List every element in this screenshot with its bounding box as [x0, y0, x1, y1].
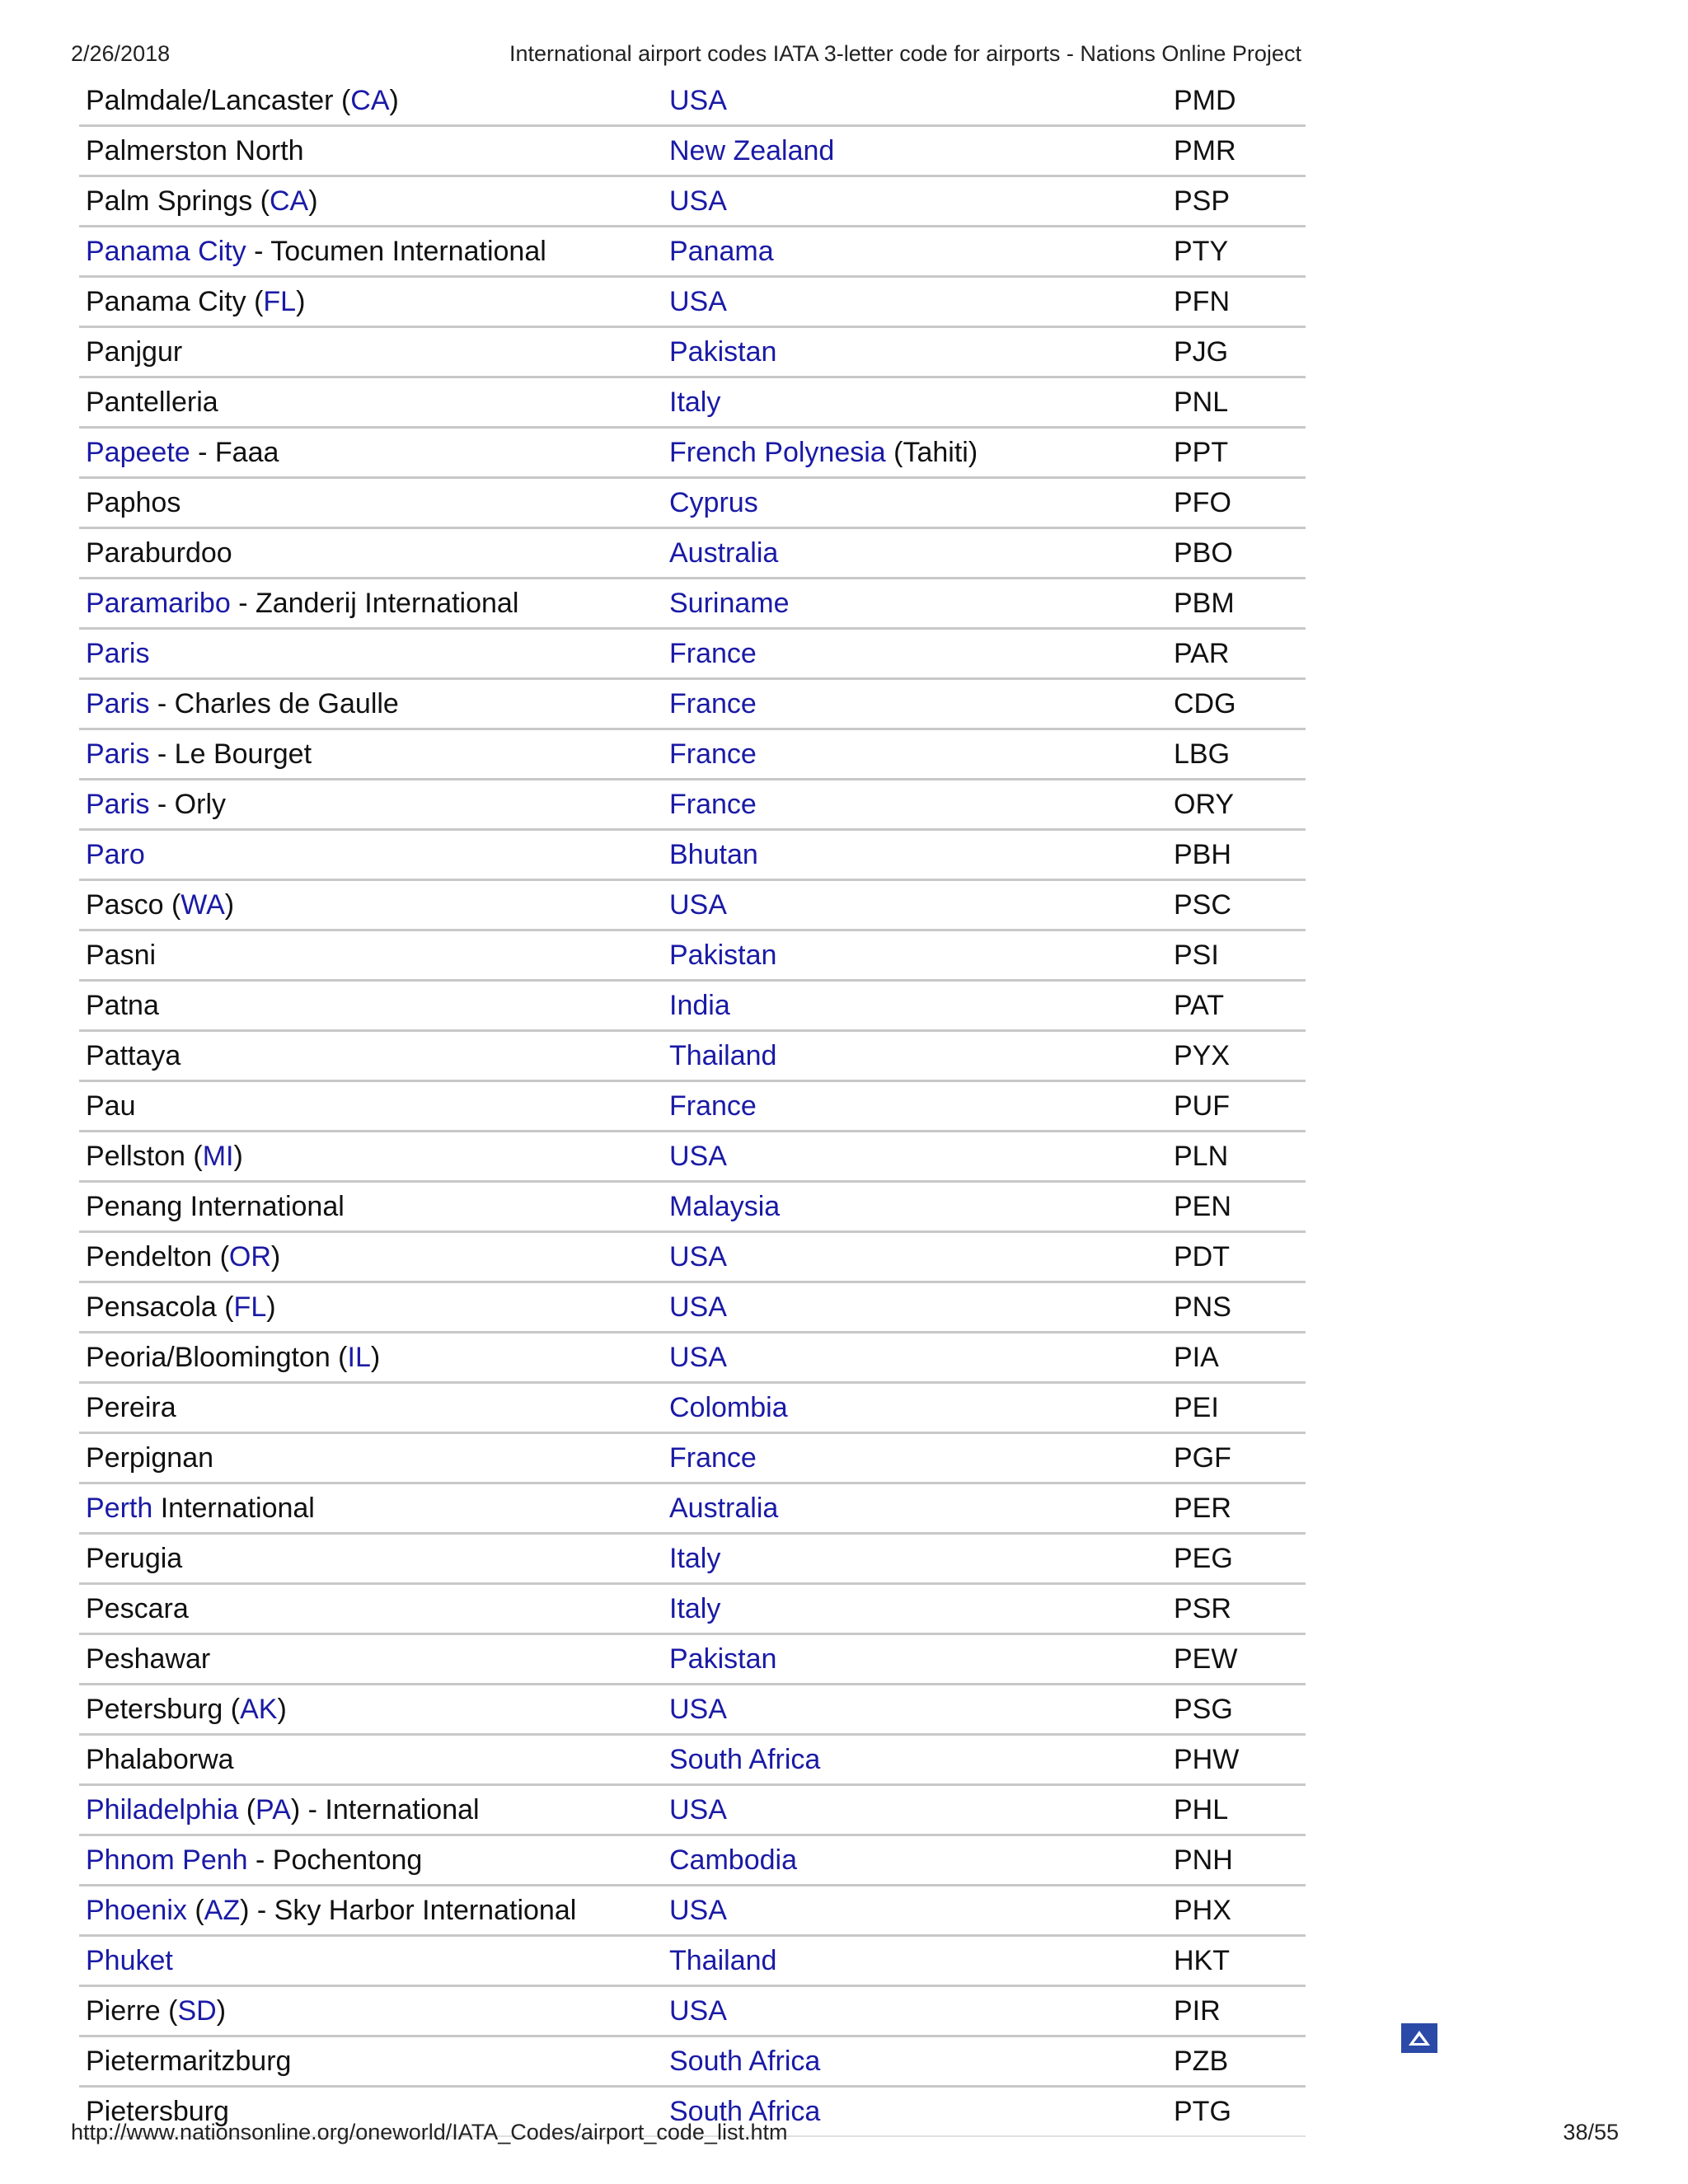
iata-code-cell: PEG	[1174, 1542, 1233, 1574]
country-cell	[669, 236, 1174, 268]
city-cell	[79, 1392, 669, 1424]
city-cell-text: Palm Springs (	[86, 185, 270, 217]
page-title: International airport codes IATA 3-letter code for airports - Nations Online Project	[509, 41, 1301, 66]
country-cell	[669, 1694, 1174, 1726]
country-cell	[669, 1543, 1174, 1575]
iata-code-cell: PNS	[1174, 1291, 1231, 1323]
country-cell-link[interactable]: Italy	[669, 1592, 721, 1624]
country-cell-link[interactable]: USA	[669, 84, 727, 116]
city-cell-text: Pereira	[86, 1391, 176, 1423]
iata-code-cell: PHL	[1174, 1793, 1229, 1825]
table-row	[79, 2037, 1306, 2088]
country-cell-link[interactable]: Australia	[669, 1492, 779, 1524]
iata-code-cell: HKT	[1174, 1944, 1230, 1976]
city-cell-link[interactable]: Papeete	[86, 436, 190, 468]
table-row	[79, 1132, 1306, 1183]
country-cell	[669, 1392, 1174, 1424]
country-cell-link[interactable]: Malaysia	[669, 1190, 781, 1222]
city-cell-text: (	[238, 1793, 256, 1825]
city-cell	[79, 135, 669, 167]
city-cell	[79, 889, 669, 921]
country-cell-link[interactable]: Italy	[669, 1542, 721, 1574]
table-row	[79, 931, 1306, 982]
table-row	[79, 1836, 1306, 1886]
iata-code-cell: PLN	[1174, 1140, 1229, 1172]
country-cell-link[interactable]: France	[669, 637, 757, 669]
city-cell-text: Pescara	[86, 1592, 189, 1624]
city-cell-link[interactable]: AZ	[204, 1894, 241, 1926]
iata-code-cell: PAR	[1174, 637, 1230, 669]
city-cell-text: Peoria/Bloomington (	[86, 1341, 348, 1373]
iata-code-cell: PTY	[1174, 235, 1229, 267]
country-cell	[669, 638, 1174, 670]
city-cell-text: - Charles de Gaulle	[149, 687, 399, 719]
country-cell	[669, 1493, 1174, 1525]
iata-code-cell: PMD	[1174, 84, 1236, 116]
table-row	[79, 127, 1306, 177]
city-cell	[79, 688, 669, 720]
country-cell	[669, 2046, 1174, 2078]
iata-code-cell: LBG	[1174, 738, 1231, 770]
city-cell-text: Perpignan	[86, 1441, 214, 1474]
city-cell-text: )	[233, 1140, 243, 1172]
country-cell-link[interactable]: USA	[669, 1793, 727, 1825]
table-row	[79, 479, 1306, 529]
city-cell-link[interactable]: CA	[269, 185, 309, 217]
country-cell-link[interactable]: France	[669, 1090, 757, 1122]
city-cell-text: )	[370, 1341, 381, 1373]
city-cell-link[interactable]: Panama City	[86, 235, 246, 267]
city-cell-link[interactable]: FL	[233, 1291, 267, 1323]
country-cell-link[interactable]: South Africa	[669, 2045, 821, 2077]
city-cell-text: Palmerston North	[86, 134, 304, 166]
table-row	[79, 630, 1306, 680]
country-cell-link[interactable]: South Africa	[669, 1743, 821, 1775]
country-cell-link[interactable]: French Polynesia	[669, 436, 886, 468]
page-number: 38/55	[1563, 2120, 1619, 2144]
iata-code-cell: PGF	[1174, 1441, 1231, 1474]
city-cell	[79, 1241, 669, 1273]
city-cell	[79, 387, 669, 419]
airport-code-table	[79, 77, 1306, 2137]
city-cell	[79, 1342, 669, 1374]
country-cell	[669, 1643, 1174, 1675]
city-cell-link[interactable]: Paris	[86, 788, 150, 820]
table-row	[79, 1987, 1306, 2037]
city-cell-text: )	[266, 1291, 276, 1323]
country-cell-link[interactable]: USA	[669, 888, 727, 921]
city-cell-text: Phalaborwa	[86, 1743, 234, 1775]
table-row	[79, 1635, 1306, 1685]
city-cell-link[interactable]: Paris	[86, 687, 150, 719]
iata-code-cell: ORY	[1174, 788, 1235, 820]
city-cell-text: Palmdale/Lancaster (	[86, 84, 351, 116]
country-cell-link[interactable]: USA	[669, 1894, 727, 1926]
country-cell-link[interactable]: Panama	[669, 235, 774, 267]
city-cell-text: Penang International	[86, 1190, 345, 1222]
city-cell-link[interactable]: WA	[181, 888, 225, 921]
table-row	[79, 1484, 1306, 1535]
iata-code-cell: PIR	[1174, 1994, 1221, 2027]
city-cell-text: ) - Sky Harbor International	[240, 1894, 577, 1926]
country-cell-link[interactable]: South Africa	[669, 2095, 821, 2127]
city-cell-text: (	[186, 1894, 204, 1926]
table-row	[79, 1434, 1306, 1484]
city-cell	[79, 2046, 669, 2078]
country-cell	[669, 185, 1174, 218]
country-cell-link[interactable]: USA	[669, 185, 727, 217]
city-cell-link[interactable]: Perth	[86, 1492, 153, 1524]
country-cell-link[interactable]: USA	[669, 1693, 727, 1725]
country-cell	[669, 85, 1174, 117]
iata-code-cell: PNH	[1174, 1844, 1233, 1876]
iata-code-cell: PSR	[1174, 1592, 1231, 1624]
city-cell-text: - Le Bourget	[149, 738, 312, 770]
country-cell	[669, 588, 1174, 620]
city-cell-text: Pellston (	[86, 1140, 203, 1172]
country-cell-text: (Tahiti)	[885, 436, 978, 468]
country-cell	[669, 1995, 1174, 2027]
table-row	[79, 429, 1306, 479]
scroll-to-top-button[interactable]	[1401, 2023, 1437, 2053]
city-cell-link[interactable]: IL	[347, 1341, 371, 1373]
city-cell	[79, 1794, 669, 1826]
country-cell-link[interactable]: Bhutan	[669, 838, 758, 870]
country-cell-link[interactable]: USA	[669, 1994, 727, 2027]
table-row	[79, 529, 1306, 579]
country-cell	[669, 1794, 1174, 1826]
city-cell-text: )	[277, 1693, 287, 1725]
city-cell-text: Pau	[86, 1090, 136, 1122]
table-row	[79, 1736, 1306, 1786]
country-cell-link[interactable]: Suriname	[669, 587, 790, 619]
country-cell	[669, 487, 1174, 519]
city-cell-text: - Faaa	[190, 436, 279, 468]
city-cell-text: )	[224, 888, 235, 921]
table-row	[79, 680, 1306, 730]
table-row	[79, 1333, 1306, 1384]
city-cell-link[interactable]: Paramaribo	[86, 587, 231, 619]
country-cell-link[interactable]: Cambodia	[669, 1844, 797, 1876]
table-row	[79, 1886, 1306, 1937]
table-row	[79, 1032, 1306, 1082]
city-cell	[79, 1141, 669, 1173]
city-cell-link[interactable]: MI	[202, 1140, 234, 1172]
city-cell-link[interactable]: Philadelphia	[86, 1793, 239, 1825]
country-cell-link[interactable]: Pakistan	[669, 1643, 777, 1675]
city-cell-text: Pasco (	[86, 888, 181, 921]
table-row	[79, 1685, 1306, 1736]
city-cell-link[interactable]: SD	[177, 1994, 217, 2027]
iata-code-cell: PNL	[1174, 386, 1229, 418]
city-cell-link[interactable]: FL	[263, 285, 297, 317]
city-cell-link[interactable]: OR	[228, 1240, 271, 1272]
iata-code-cell: PBM	[1174, 587, 1235, 619]
iata-code-cell: PBO	[1174, 537, 1233, 569]
city-cell	[79, 1493, 669, 1525]
country-cell	[669, 537, 1174, 569]
country-cell-link[interactable]: France	[669, 687, 757, 719]
city-cell-link[interactable]: AK	[240, 1693, 278, 1725]
iata-code-cell: PSG	[1174, 1693, 1233, 1725]
city-cell-text: Pendelton (	[86, 1240, 229, 1272]
country-cell-link[interactable]: USA	[669, 1240, 727, 1272]
city-cell-text: Petersburg (	[86, 1693, 241, 1725]
country-cell	[669, 990, 1174, 1022]
city-cell	[79, 1844, 669, 1877]
city-cell-text: )	[296, 285, 306, 317]
table-row	[79, 1585, 1306, 1635]
country-cell-link[interactable]: Thailand	[669, 1039, 777, 1071]
country-cell	[669, 286, 1174, 318]
country-cell	[669, 336, 1174, 368]
country-cell	[669, 738, 1174, 771]
city-cell-text: )	[216, 1994, 227, 2027]
city-cell-link[interactable]: Phnom Penh	[86, 1844, 248, 1876]
city-cell	[79, 286, 669, 318]
city-cell-text: Panjgur	[86, 335, 183, 368]
table-row	[79, 328, 1306, 378]
country-cell	[669, 1442, 1174, 1474]
city-cell	[79, 1291, 669, 1324]
city-cell	[79, 1643, 669, 1675]
iata-code-cell: PER	[1174, 1492, 1231, 1524]
country-cell-link[interactable]: Pakistan	[669, 335, 777, 368]
city-cell	[79, 1694, 669, 1726]
table-row	[79, 1937, 1306, 1987]
country-cell-link[interactable]: France	[669, 1441, 757, 1474]
city-cell	[79, 588, 669, 620]
country-cell-link[interactable]: India	[669, 989, 730, 1021]
table-row	[79, 730, 1306, 780]
city-cell-link[interactable]: Phoenix	[86, 1894, 187, 1926]
city-cell	[79, 1895, 669, 1927]
country-cell-link[interactable]: France	[669, 738, 757, 770]
iata-code-cell: PBH	[1174, 838, 1231, 870]
city-cell-text: ) - International	[290, 1793, 480, 1825]
iata-code-cell: PAT	[1174, 989, 1225, 1021]
city-cell-text: Panama City (	[86, 285, 264, 317]
iata-code-cell: CDG	[1174, 687, 1236, 719]
iata-code-cell: PMR	[1174, 134, 1236, 166]
city-cell-text: International	[152, 1492, 315, 1524]
iata-code-cell: PHX	[1174, 1894, 1231, 1926]
table-row	[79, 1283, 1306, 1333]
country-cell	[669, 1342, 1174, 1374]
city-cell-link[interactable]: Paris	[86, 637, 150, 669]
table-row	[79, 227, 1306, 278]
table-row	[79, 1233, 1306, 1283]
country-cell	[669, 437, 1174, 469]
city-cell-text: Paraburdoo	[86, 537, 232, 569]
table-row	[79, 1535, 1306, 1585]
iata-code-cell: PTG	[1174, 2095, 1231, 2127]
city-cell	[79, 236, 669, 268]
city-cell	[79, 789, 669, 821]
up-triangle-icon	[1407, 2028, 1432, 2048]
city-cell-text: Pattaya	[86, 1039, 181, 1071]
iata-code-cell: PEW	[1174, 1643, 1238, 1675]
print-date: 2/26/2018	[71, 41, 171, 66]
country-cell	[669, 1744, 1174, 1776]
country-cell-link[interactable]: Colombia	[669, 1391, 788, 1423]
country-cell	[669, 1593, 1174, 1625]
country-cell-link[interactable]: USA	[669, 1341, 727, 1373]
city-cell	[79, 1744, 669, 1776]
city-cell	[79, 537, 669, 569]
iata-code-cell: PSC	[1174, 888, 1231, 921]
country-cell	[669, 889, 1174, 921]
city-cell-link[interactable]: Paris	[86, 738, 150, 770]
country-cell-link[interactable]: Italy	[669, 386, 721, 418]
country-cell	[669, 1895, 1174, 1927]
country-cell-link[interactable]: Pakistan	[669, 939, 777, 971]
city-cell	[79, 638, 669, 670]
country-cell	[669, 940, 1174, 972]
city-cell-text: Pantelleria	[86, 386, 218, 418]
iata-code-cell: PIA	[1174, 1341, 1219, 1373]
table-row	[79, 1786, 1306, 1836]
city-cell	[79, 1090, 669, 1122]
city-cell-text: Patna	[86, 989, 159, 1021]
table-row	[79, 1384, 1306, 1434]
city-cell-link[interactable]: Phuket	[86, 1944, 173, 1976]
table-row	[79, 982, 1306, 1032]
iata-code-cell: PSI	[1174, 939, 1219, 971]
country-cell	[669, 1291, 1174, 1324]
city-cell-text: Perugia	[86, 1542, 183, 1574]
city-cell	[79, 1995, 669, 2027]
iata-code-cell: PFN	[1174, 285, 1230, 317]
iata-code-cell: PHW	[1174, 1743, 1240, 1775]
iata-code-cell: PPT	[1174, 436, 1229, 468]
table-row	[79, 831, 1306, 881]
table-row	[79, 77, 1306, 127]
table-row	[79, 378, 1306, 429]
city-cell-text: Pietermaritzburg	[86, 2045, 292, 2077]
city-cell	[79, 336, 669, 368]
city-cell-text: )	[308, 185, 318, 217]
city-cell-text: Pensacola (	[86, 1291, 234, 1323]
city-cell	[79, 85, 669, 117]
iata-code-cell: PDT	[1174, 1240, 1230, 1272]
iata-code-cell: PSP	[1174, 185, 1231, 217]
country-cell-link[interactable]: France	[669, 788, 757, 820]
country-cell	[669, 135, 1174, 167]
city-cell	[79, 1442, 669, 1474]
city-cell	[79, 940, 669, 972]
city-cell	[79, 1945, 669, 1977]
iata-code-cell: PJG	[1174, 335, 1229, 368]
table-row	[79, 177, 1306, 227]
city-cell	[79, 1040, 669, 1072]
country-cell-link[interactable]: Thailand	[669, 1944, 777, 1976]
city-cell	[79, 487, 669, 519]
country-cell	[669, 839, 1174, 871]
city-cell-text: Peshawar	[86, 1643, 211, 1675]
city-cell	[79, 185, 669, 218]
city-cell	[79, 738, 669, 771]
city-cell-text: Pasni	[86, 939, 157, 971]
country-cell	[669, 688, 1174, 720]
table-row	[79, 1082, 1306, 1132]
country-cell-link[interactable]: Cyprus	[669, 486, 758, 518]
city-cell-link[interactable]: PA	[256, 1793, 291, 1825]
city-cell	[79, 990, 669, 1022]
city-cell-text: Pierre (	[86, 1994, 178, 2027]
country-cell-link[interactable]: USA	[669, 1140, 727, 1172]
city-cell-text: )	[270, 1240, 281, 1272]
iata-code-cell: PFO	[1174, 486, 1231, 518]
iata-code-cell: PEN	[1174, 1190, 1231, 1222]
iata-code-cell: PEI	[1174, 1391, 1219, 1423]
city-cell-link[interactable]: CA	[350, 84, 390, 116]
table-row	[79, 278, 1306, 328]
city-cell	[79, 1191, 669, 1223]
country-cell	[669, 1191, 1174, 1223]
city-cell-text: Pietersburg	[86, 2095, 229, 2127]
country-cell	[669, 1844, 1174, 1877]
city-cell-text: Paphos	[86, 486, 181, 518]
table-row	[79, 579, 1306, 630]
country-cell	[669, 1945, 1174, 1977]
city-cell-text: - Tocumen International	[246, 235, 546, 267]
city-cell	[79, 437, 669, 469]
country-cell	[669, 1040, 1174, 1072]
table-row	[79, 881, 1306, 931]
country-cell	[669, 789, 1174, 821]
city-cell-text: )	[389, 84, 399, 116]
iata-code-cell: PZB	[1174, 2045, 1229, 2077]
country-cell-link[interactable]: New Zealand	[669, 134, 835, 166]
country-cell	[669, 1141, 1174, 1173]
city-cell	[79, 1543, 669, 1575]
table-row	[79, 780, 1306, 831]
table-row	[79, 1183, 1306, 1233]
country-cell	[669, 1090, 1174, 1122]
city-cell	[79, 839, 669, 871]
iata-code-cell: PUF	[1174, 1090, 1230, 1122]
city-cell-link[interactable]: Paro	[86, 838, 145, 870]
city-cell-text: - Zanderij International	[230, 587, 519, 619]
city-cell-text: - Orly	[149, 788, 227, 820]
country-cell-link[interactable]: USA	[669, 1291, 727, 1323]
country-cell-link[interactable]: Australia	[669, 537, 779, 569]
city-cell	[79, 1593, 669, 1625]
city-cell-text: - Pochentong	[247, 1844, 423, 1876]
footer-url: http://www.nationsonline.org/oneworld/IATA_Codes/airport_code_list.htm	[71, 2120, 788, 2144]
iata-code-cell: PYX	[1174, 1039, 1231, 1071]
country-cell	[669, 387, 1174, 419]
country-cell-link[interactable]: USA	[669, 285, 727, 317]
country-cell	[669, 1241, 1174, 1273]
